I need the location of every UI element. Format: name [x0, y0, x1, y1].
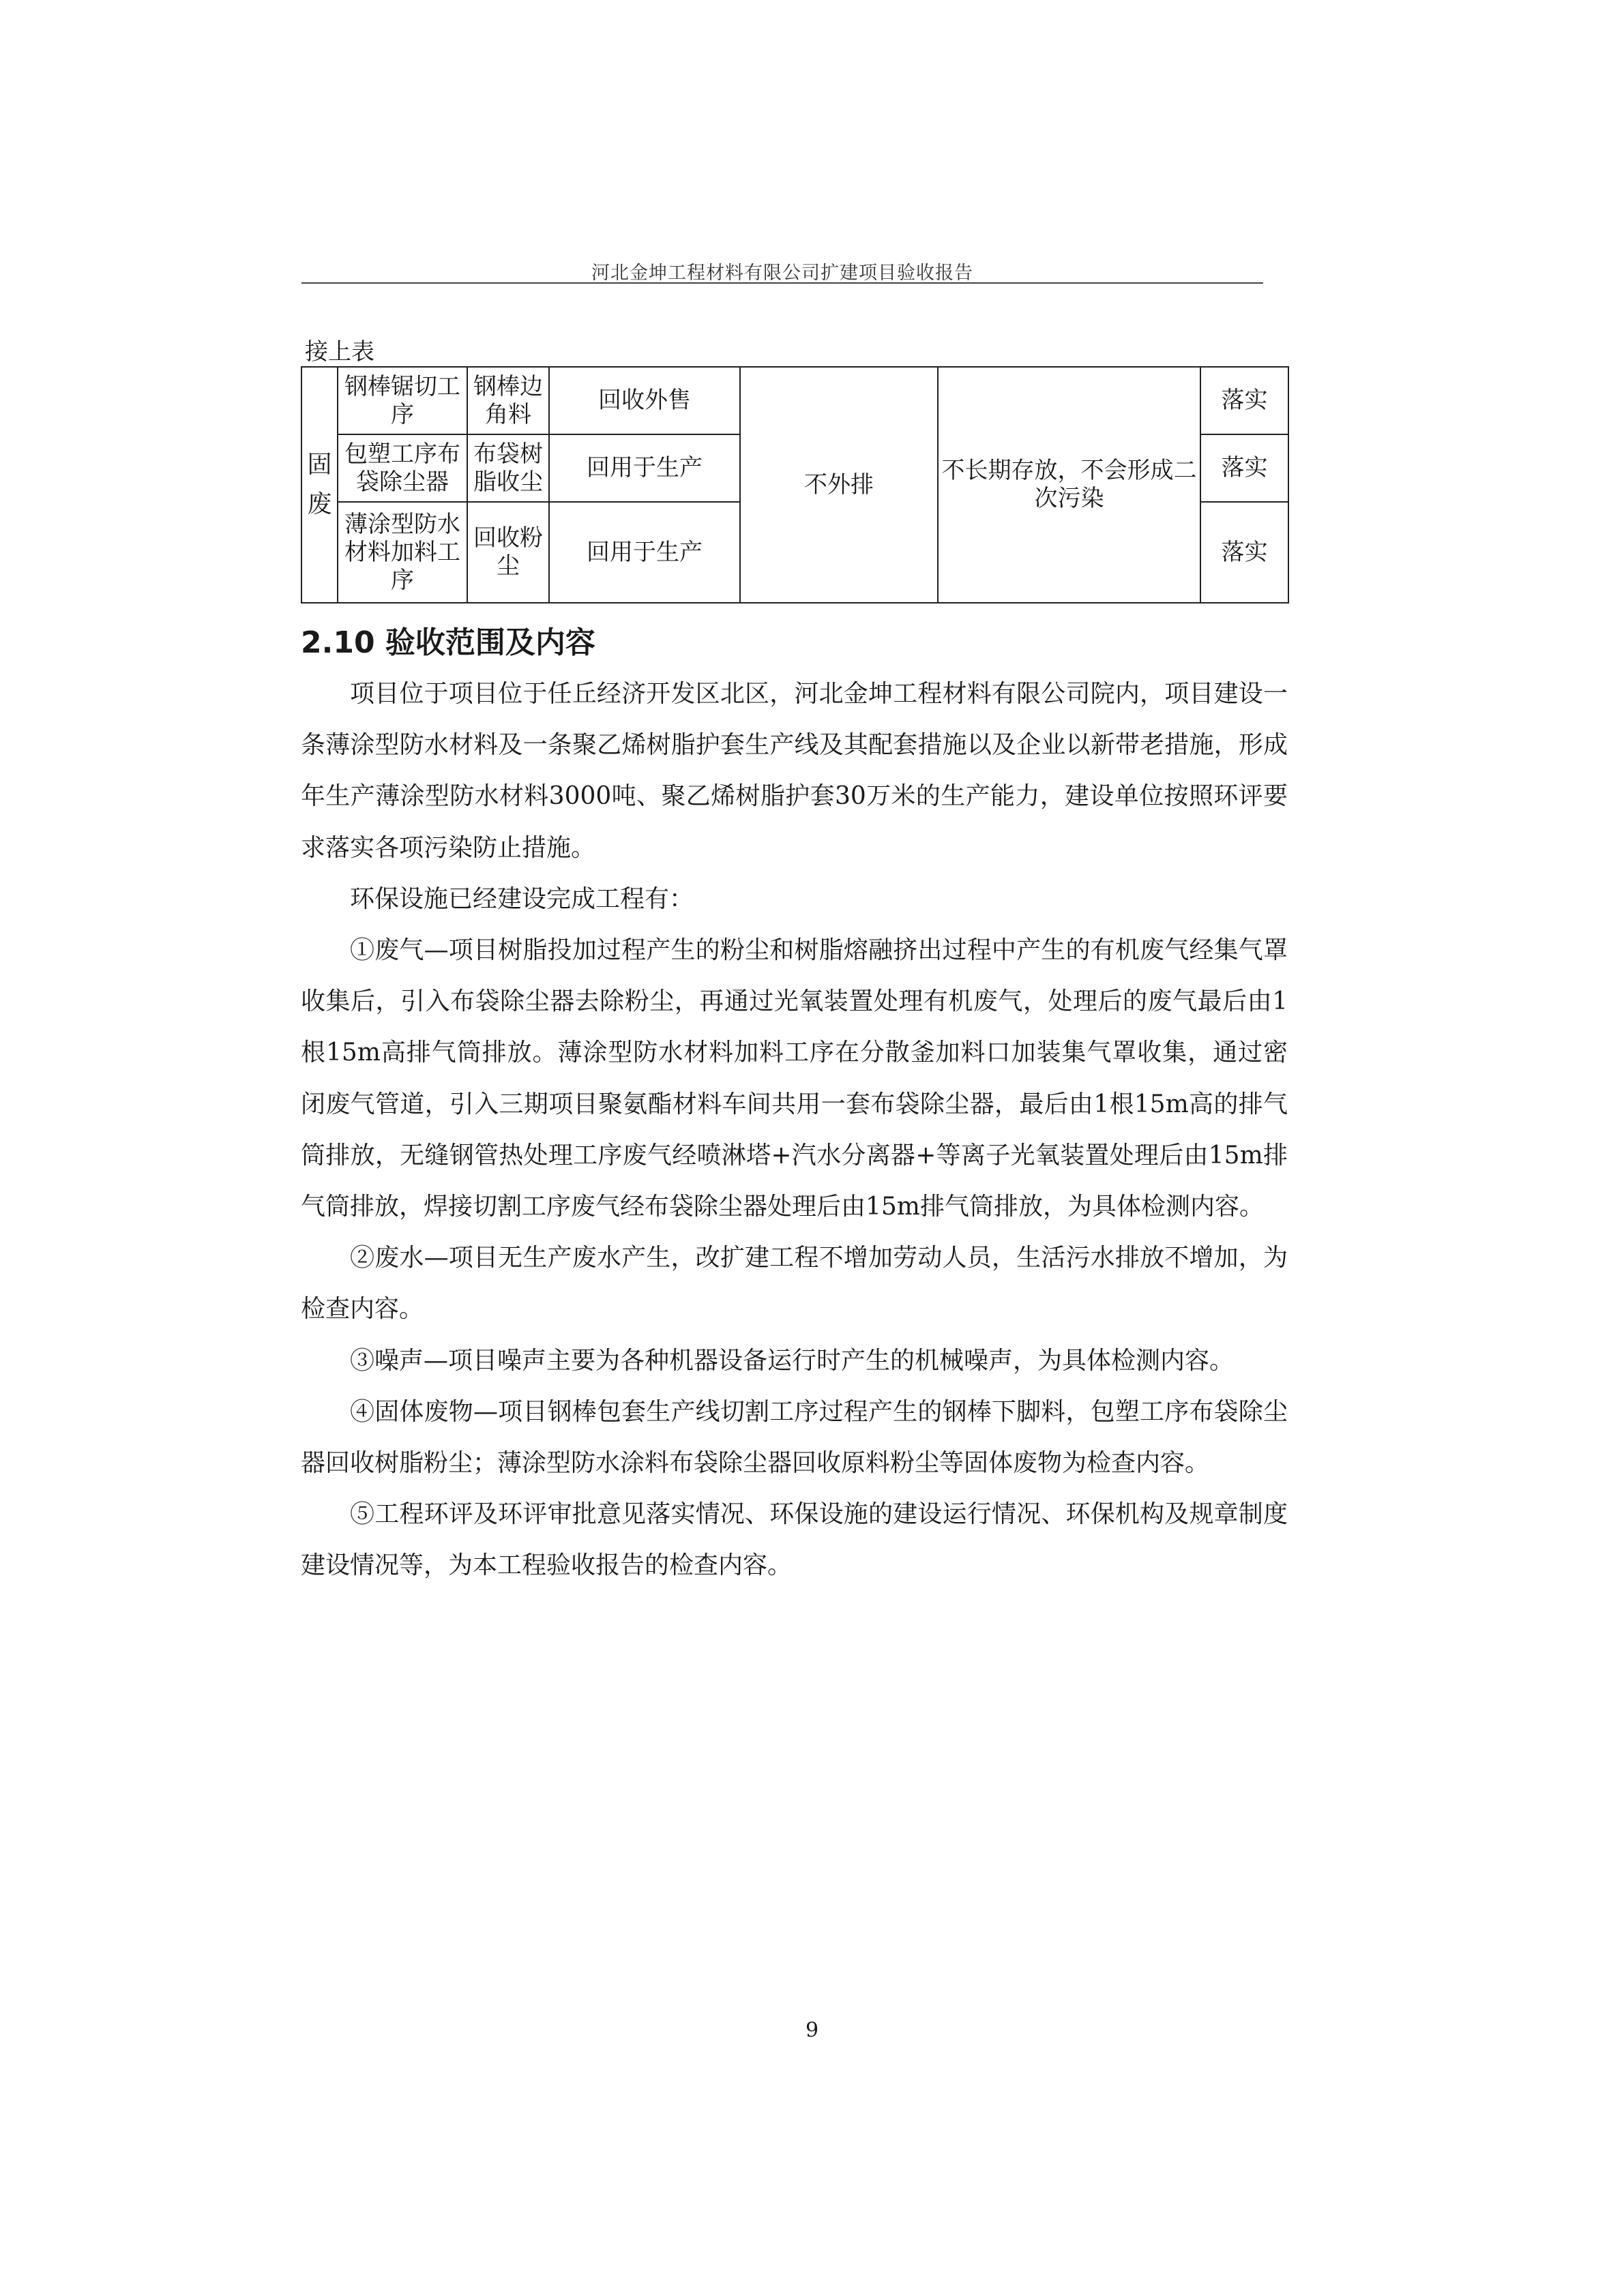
waste-cell: 回收粉尘	[467, 502, 549, 603]
status-cell: 落实	[1200, 434, 1288, 502]
header-rule	[301, 282, 1263, 284]
paragraph: 项目位于项目位于任丘经济开发区北区，河北金坤工程材料有限公司院内，项目建设一条薄涂型防水材料及一条聚乙烯树脂护套生产线及其配套措施以及企业以新带老措施，形成年生产薄涂型防水材料3000吨、聚乙烯树脂护套30万米的生产能力，建设单位按照环评要求落实各项污染防止措施。	[301, 680, 1288, 862]
paragraph: ③噪声—项目噪声主要为各种机器设备运行时产生的机械噪声，为具体检测内容。	[350, 1346, 1235, 1375]
paragraph: ⑤工程环评及环评审批意见落实情况、环保设施的建设运行情况、环保机构及规章制度建设情况等，为本工程验收报告的检查内容。	[301, 1500, 1288, 1580]
paragraph: ①废气—项目树脂投加过程产生的粉尘和树脂熔融挤出过程中产生的有机废气经集气罩收集后，引入布袋除尘器去除粉尘，再通过光氧装置处理有机废气，处理后的废气最后由1根15m高排气筒排放。薄涂型防水材料加料工序在分散釜加料口加装集气罩收集，通过密闭废气管道，引入三期项目聚氨酯材料车间共用一套布袋除尘器，最后由1根15m高的排气筒排放，无缝钢管热处理工序废气经喷淋塔+汽水分离器+等离子光氧装置处理后由15m排气筒排放，焊接切割工序废气经布袋除尘器处理后由15m排气筒排放，为具体检测内容。	[301, 936, 1288, 1221]
disposal-cell: 回收外售	[549, 367, 740, 434]
waste-cell: 布袋树脂收尘	[467, 434, 549, 502]
source-cell: 包塑工序布袋除尘器	[338, 434, 467, 502]
note-cell: 不长期存放，不会形成二次污染	[938, 367, 1200, 603]
waste-cell: 钢棒边角料	[467, 367, 549, 434]
category-label: 固 废	[307, 451, 332, 518]
section-body	[301, 668, 1288, 1592]
solid-waste-table	[301, 366, 1289, 603]
table-continuation-label: 接上表	[305, 338, 374, 366]
category-cell	[301, 367, 338, 603]
disposal-cell: 回用于生产	[549, 434, 740, 502]
paragraph: ④固体废物—项目钢棒包套生产线切割工序过程产生的钢棒下脚料，包塑工序布袋除尘器回收树脂粉尘；薄涂型防水涂料布袋除尘器回收原料粉尘等固体废物为检查内容。	[301, 1397, 1288, 1478]
source-cell: 薄涂型防水材料加料工序	[338, 502, 467, 603]
discharge-cell: 不外排	[740, 367, 938, 603]
paragraph: 环保设施已经建设完成工程有：	[350, 884, 694, 913]
paragraph: ②废水—项目无生产废水产生，改扩建工程不增加劳动人员，生活污水排放不增加，为检查内容。	[301, 1244, 1288, 1324]
disposal-cell: 回用于生产	[549, 502, 740, 603]
status-cell: 落实	[1200, 502, 1288, 603]
page-number: 9	[805, 2018, 819, 2042]
table-row	[301, 367, 1288, 434]
status-cell: 落实	[1200, 367, 1288, 434]
source-cell: 钢棒锯切工序	[338, 367, 467, 434]
section-title: 2.10 验收范围及内容	[301, 625, 595, 660]
document-header: 河北金坤工程材料有限公司扩建项目验收报告	[591, 263, 973, 284]
